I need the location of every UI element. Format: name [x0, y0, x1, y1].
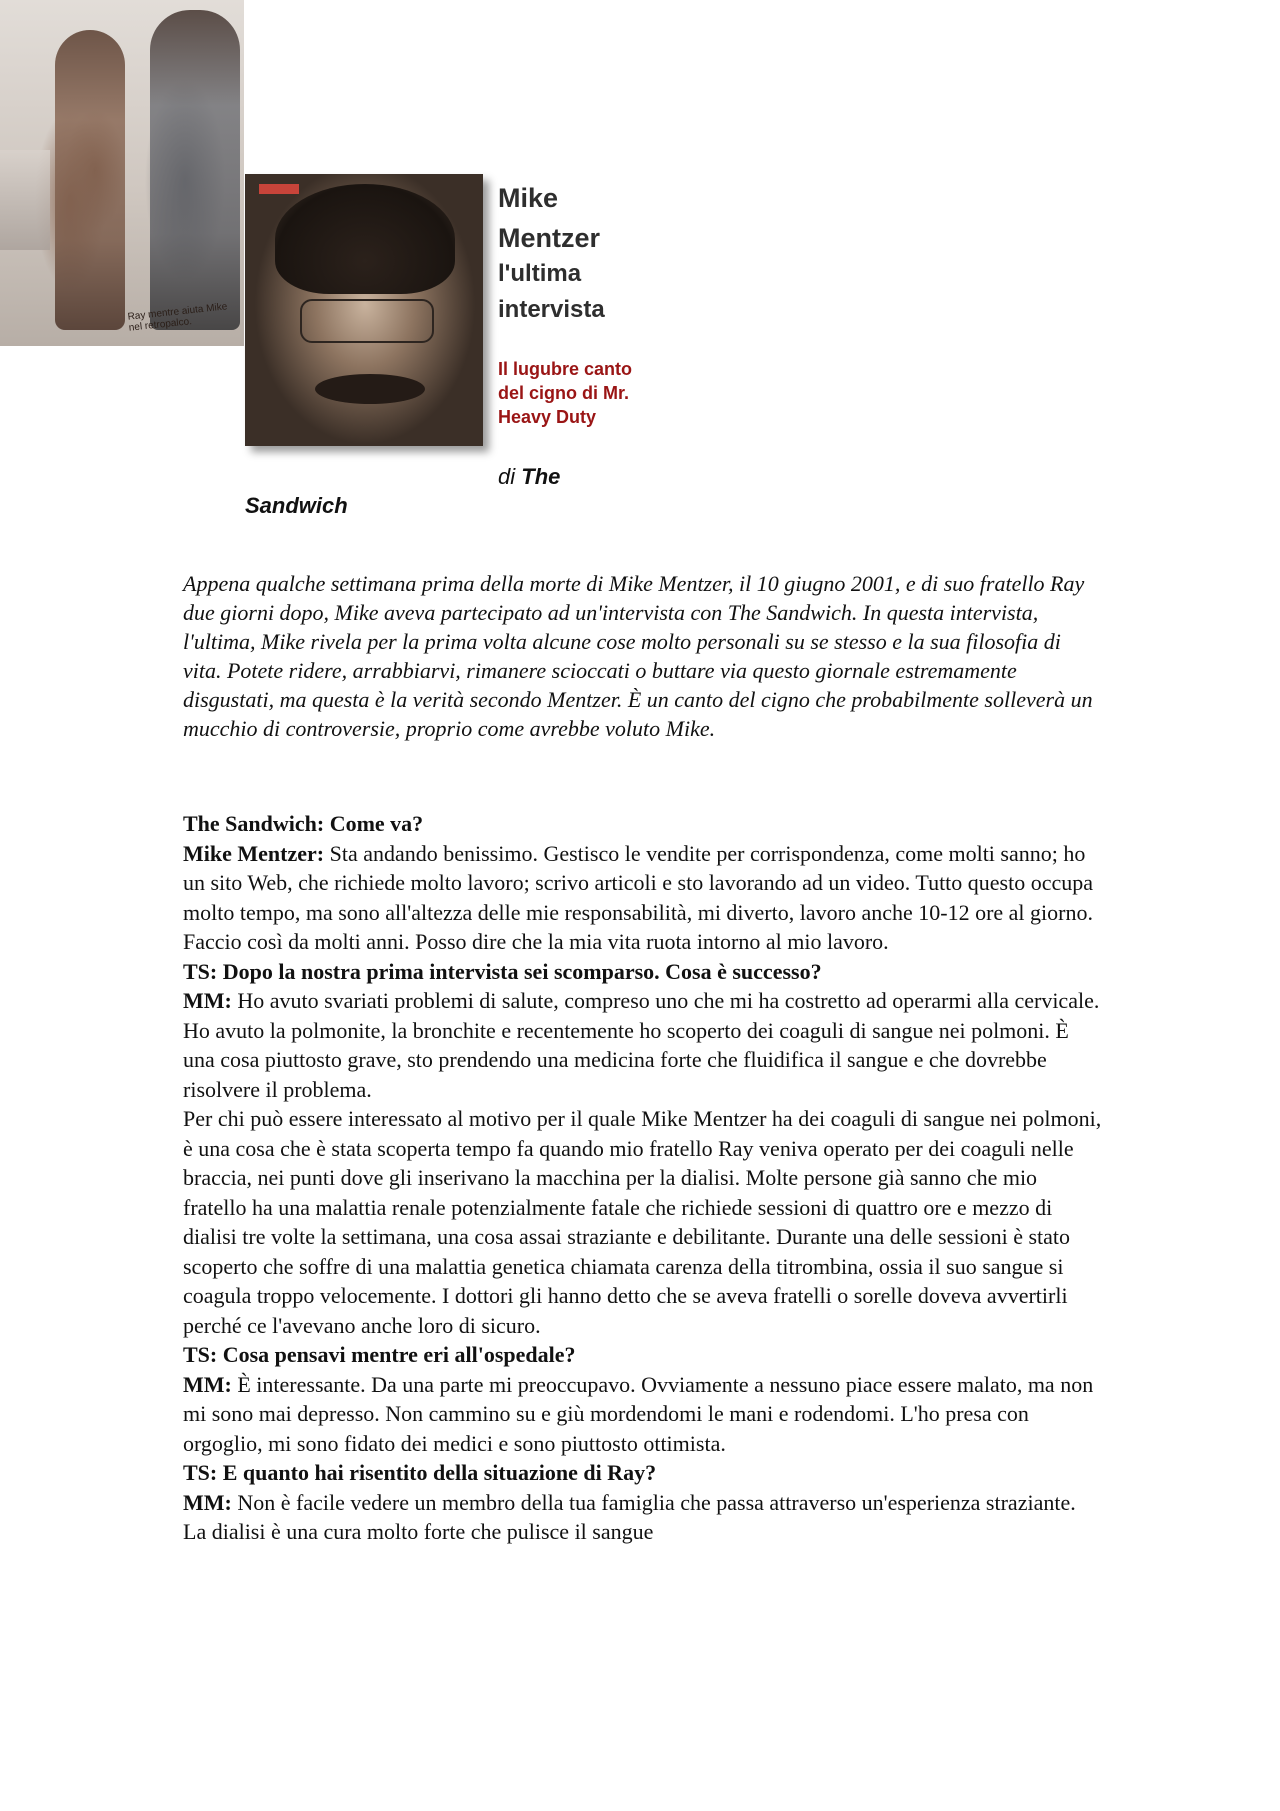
question-2: TS: Dopo la nostra prima intervista sei scomparso. Cosa è successo? [183, 958, 822, 984]
photo-figure-ray [150, 10, 240, 330]
answer-2-text: Ho avuto svariati problemi di salute, compreso uno che mi ha costretto ad operarmi alla cervicale. Ho avuto la polmonite, la bronchite e recentemente ho scoperto dei coaguli di sangue nei polmoni. È una cosa piuttosto grave, sto prendendo una medicina forte che fluidifica il sangue e che dovrebbe risolvere il problema. [183, 988, 1100, 1102]
answer-1-speaker: Mike Mentzer: [183, 840, 325, 866]
portrait-glasses-shape [300, 299, 434, 343]
mike-portrait-photo [245, 174, 483, 446]
portrait-hair-shape [275, 184, 455, 294]
tagline-line-2: del cigno di Mr. [498, 383, 630, 403]
article-title [498, 178, 600, 258]
tagline-line-1: Il lugubre canto [498, 359, 633, 379]
title-line-1: Mike [498, 183, 559, 213]
byline-author-part1: The [521, 464, 561, 489]
portrait-magazine-label [259, 184, 299, 194]
answer-3-speaker: MM: [183, 1371, 232, 1397]
tagline-line-3: Heavy Duty [498, 407, 597, 427]
article-subtitle [498, 256, 605, 328]
answer-2-paragraph-2: Per chi può essere interessato al motivo per il quale Mike Mentzer ha dei coaguli di sangue nei polmoni, è una cosa che è stata scoperta tempo fa quando mio fratello Ray veniva operato per dei coaguli nelle braccia, nei punti dove gli inserivano la macchina per la dialisi. Molte persone già sanno che mio fratello ha una malattia renale potenzialmente fatale che richiede sessioni di quattro ore e mezzo di dialisi tre volte la settimana, una cosa assai straziante e debilitante. Durante una delle sessioni è stato scoperto che soffre di una malattia genetica chiamata carenza della titrombina, ossia il suo sangue si coagula troppo velocemente. I dottori gli hanno detto che se aveva fratelli o sorelle doveva avvertirli perché ce l'avevano anche loro di sicuro. [183, 1106, 1102, 1338]
title-line-2: Mentzer [498, 223, 601, 253]
article-intro: Appena qualche settimana prima della morte di Mike Mentzer, il 10 giugno 2001, e di suo fratello Ray due giorni dopo, Mike aveva partecipato ad un'intervista con The Sandwich. In questa intervista, l'ultima, Mike rivela per la prima volta alcune cose molto personali su se stesso e la sua filosofia di vita. Potete ridere, arrabbiarvi, rimanere scioccati o buttare via questo giornale estremamente disgustati, ma questa è la verità secondo Mentzer. È un canto del cigno che probabilmente solleverà un mucchio di controversie, proprio come avrebbe voluto Mike. [183, 571, 1093, 741]
question-4: TS: E quanto hai risentito della situazione di Ray? [183, 1460, 657, 1485]
answer-2 [183, 986, 1103, 1104]
answer-3 [183, 1370, 1103, 1459]
answer-4 [183, 1488, 1103, 1547]
subtitle-line-1: l'ultima [498, 260, 582, 287]
subtitle-line-2: intervista [498, 296, 605, 323]
answer-2-speaker: MM: [183, 988, 232, 1013]
answer-1 [183, 839, 1103, 957]
answer-1-text: Sta andando benissimo. Gestisco le vendite per corrispondenza, come molti sanno; ho un sito Web, che richiede molto lavoro; scrivo articoli e sto lavorando ad un video. Tutto questo occupa molto tempo, ma sono all'altezza delle mie responsabilità, mi diverto, lavoro anche 10-12 ore al giorno. Faccio così da molti anni. Posso dire che la mia vita ruota intorno al mio lavoro. [183, 840, 1094, 954]
byline-prefix: di [498, 464, 516, 489]
answer-4-text: Non è facile vedere un membro della tua famiglia che passa attraverso un'esperienza straziante. La dialisi è una cura molto forte che pulisce il sangue [183, 1489, 1076, 1544]
portrait-mustache-shape [315, 374, 425, 404]
question-3: TS: Cosa pensavi mentre eri all'ospedale? [183, 1342, 576, 1367]
article-tagline [498, 357, 632, 429]
photo-figure-mike [55, 30, 125, 330]
question-1: The Sandwich: Come va? [183, 811, 424, 836]
photo-table-shape [0, 150, 50, 250]
ray-backstage-photo [0, 0, 244, 346]
byline-author-part2: Sandwich [245, 493, 348, 518]
ray-photo-caption: Ray mentre aiuta Mike nel retropalco. [127, 301, 228, 334]
answer-4-speaker: MM: [183, 1489, 232, 1515]
byline [498, 463, 560, 491]
interview-body [183, 809, 1103, 1547]
answer-3-text: È interessante. Da una parte mi preoccupavo. Ovviamente a nessuno piace essere malato, ma non mi sono mai depresso. Non cammino su e giù mordendomi le mani e rodendomi. L'ho presa con orgoglio, mi sono fidato dei medici e sono piuttosto ottimista. [183, 1371, 1094, 1456]
